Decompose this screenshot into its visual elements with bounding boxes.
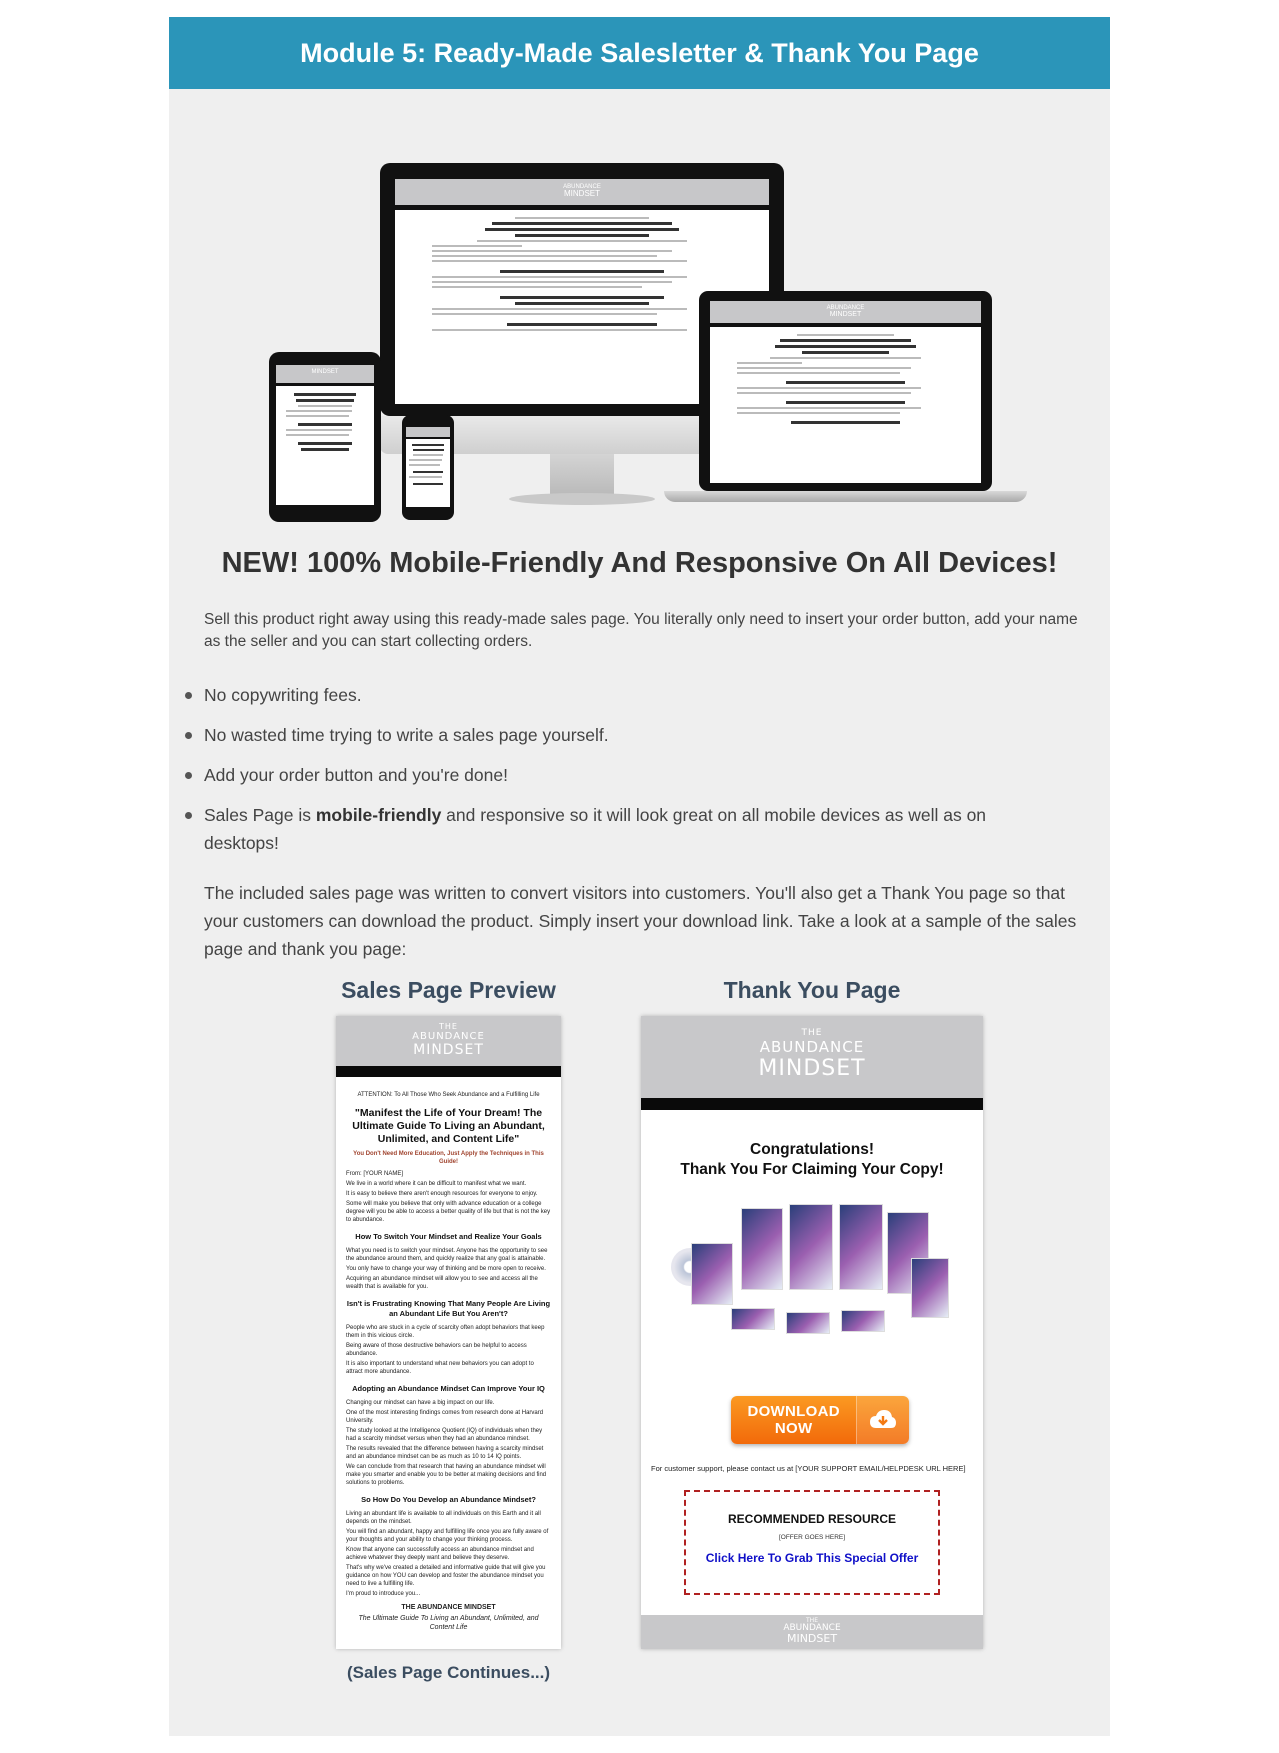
logo-text: ABUNDANCE (759, 1038, 865, 1056)
cloud-download-icon (856, 1396, 909, 1444)
logo-text: THE (439, 1022, 458, 1031)
monitor-logo (395, 179, 769, 205)
list-item: Add your order button and you're done! (204, 761, 1064, 789)
congratulations-text (641, 1140, 983, 1180)
module-panel (169, 17, 1110, 1736)
special-offer-link[interactable]: Click Here To Grab This Special Offer (705, 1551, 919, 1565)
attention-line: ATTENTION: To All Those Who Seek Abundance and a Fulfilling Life (357, 1092, 540, 1098)
intro-paragraph: Sell this product right away using this ready-made sales page. You literally only need to insert your order button, add your name as the seller and you can start collecting orders. (204, 611, 1078, 650)
sales-page-preview (336, 1016, 561, 1649)
list-item: No copywriting fees. (204, 681, 1064, 709)
logo-text: MINDSET (829, 311, 862, 318)
sales-headline: "Manifest the Life of Your Dream! The Ultimate Guide To Living an Abundant, Unlimited, and Content Life" (352, 1107, 545, 1145)
list-item-text: Sales Page is (204, 805, 316, 825)
sales-content: ATTENTION: To All Those Who Seek Abundance and a Fulfilling Life "Manifest the Life of Your Dream! The Ultimate Guide To Living an Abundant, Unlimited, and Content Life" You Don't Need More Education, Just Apply the Techniques in This Guide! From: [YOUR NAME] We live in a world where it can be difficult to manifest what we want. It is easy to believe there aren't enough resources for everyone to enjoy. Some will make you believe that only with advance education or a college degree will you be able to access a better quality of life but that is not the key to abundance. How To Switch Your Mindset and Realize Your Goals What you need is to switch your mindset. Anyone has the opportunity to see the abundance around them, and quickly realize that any goal is attainable. You only have to change your way of thinking and be more open to receive. Acquiring an abundance mindset will allow you to see and access all the wealth that is available for you. Isn't is Frustrating Knowing That Many People Are Living an Abundant Life But You Aren't? People who are stuck in a cycle of scarcity often adopt behaviors that keep them in this vicious circle. Being aware of those destructive behaviors can be helpful to access abundance. It is also important to understand what new behaviors you can adopt to attract more abundance. Adopting an Abundance Mindset Can Improve Your IQ Changing our mindset can have a big impact on our life. One of the most interesting findings comes from research done at Harvard University. The study looked at the Intelligence Quotient (IQ) of individuals when they had a scarcity mindset versus when they had an abundance mindset. The results revealed that the difference between having a scarcity mindset and an abundance mindset can be as much as 10 to 14 IQ points. We can conclude from that research that having an abundance mindset will make you smarter and enable you to be better at making decisions and find solutions to problems. So How Do You Develop an Abundance Mindset? Living an abundant life is available to all individuals on this Earth and it all depends on the mindset. You will find an abundant, happy and fulfilling life once you are fully aware of your thoughts and your ability to change your thinking process. Know that anyone can successfully access an abundance mindset and achieve whatever they deeply want and believe they deserve. That's why we've created a detailed and informative guide that will give you guidance on how YOU can develop and foster the abundance mindset you need to live a fulfilling life. I'm proud to introduce you... THE ABUNDANCE MINDSET The Ultimate Guide To Living an Abundant, Unlimited, and Content Life (336, 1077, 561, 1649)
thank-you-footer-logo (641, 1615, 983, 1649)
phone-screen (406, 427, 450, 507)
module-header (169, 17, 1110, 89)
laptop-base (664, 491, 1027, 502)
monitor-stand (550, 454, 614, 496)
logo-text: ABUNDANCE (783, 1623, 841, 1633)
logo-text: MINDSET (758, 1056, 866, 1081)
download-now-button[interactable] (731, 1396, 909, 1444)
product-title: THE ABUNDANCE MINDSET (401, 1604, 496, 1611)
section-heading: So How Do You Develop an Abundance Mindset? (361, 1495, 536, 1504)
list-item-text: and responsive so it will look great on all mobile devices as well as on desktops! (204, 805, 987, 853)
thanks-line: Thank You For Claiming Your Copy! (680, 1161, 944, 1178)
logo-text: MINDSET (564, 189, 600, 198)
logo-text: MINDSET (276, 365, 374, 383)
recommended-title: RECOMMENDED RESOURCE (727, 1512, 896, 1526)
offer-placeholder: [OFFER GOES HERE] (778, 1534, 846, 1541)
tablet-screen (276, 365, 374, 505)
logo-text: ABUNDANCE (412, 1031, 485, 1042)
section-heading: Isn't is Frustrating Knowing That Many People Are Living an Abundant Life But You Aren't? (346, 1299, 551, 1318)
product-subtitle: The Ultimate Guide To Living an Abundant, Unlimited, and Content Life (358, 1615, 539, 1631)
list-item: No wasted time trying to write a sales page yourself. (204, 721, 1064, 749)
sales-preview-title: Sales Page Preview (341, 977, 556, 1003)
thank-you-page-preview (641, 1016, 983, 1649)
thank-you-title: Thank You Page (723, 977, 901, 1003)
logo-text: MINDSET (786, 1632, 838, 1645)
monitor-base (509, 493, 655, 505)
product-bundle-image (346, 1640, 551, 1649)
sales-subline: You Don't Need More Education, Just Apply the Techniques in This Guide! (353, 1151, 544, 1165)
product-bundle-image (661, 1198, 963, 1346)
thank-you-logo (641, 1016, 983, 1098)
from-line: From: [YOUR NAME] (346, 1171, 404, 1177)
logo-text: ABUNDANCE (826, 305, 865, 311)
section-heading: How To Switch Your Mindset and Realize Your Goals (355, 1232, 542, 1241)
recommended-resource-box (684, 1490, 940, 1595)
logo-text: ABUNDANCE (563, 184, 601, 190)
sales-logo (336, 1016, 561, 1066)
support-text: For customer support, please contact us at [YOUR SUPPORT EMAIL/HELPDESK URL HERE] (651, 1464, 966, 1473)
logo-text: THE (801, 1028, 823, 1038)
section-headline: NEW! 100% Mobile-Friendly And Responsive On All Devices! (221, 547, 1058, 579)
list-item (204, 801, 1064, 857)
device-mockups-image (269, 141, 1029, 531)
outro-paragraph: The included sales page was written to convert visitors into customers. You'll also get a Thank You page so that your customers can download the product. Simply insert your download link. Take a look at a sample of the sales page and thank you page: (204, 883, 1077, 959)
section-heading: Adopting an Abundance Mindset Can Improve Your IQ (352, 1384, 545, 1393)
feature-list (204, 681, 1064, 869)
congrats-line: Congratulations! (750, 1141, 874, 1158)
list-item-bold: mobile-friendly (315, 805, 442, 825)
sales-continues-label: (Sales Page Continues...) (346, 1663, 551, 1682)
logo-text: MINDSET (413, 1042, 484, 1058)
download-label: DOWNLOAD NOW (747, 1403, 840, 1437)
laptop-screen (710, 301, 981, 483)
logo-text: THE (806, 1617, 818, 1624)
laptop-logo (710, 301, 981, 323)
module-title: Module 5: Ready-Made Salesletter & Thank You Page (300, 37, 979, 68)
